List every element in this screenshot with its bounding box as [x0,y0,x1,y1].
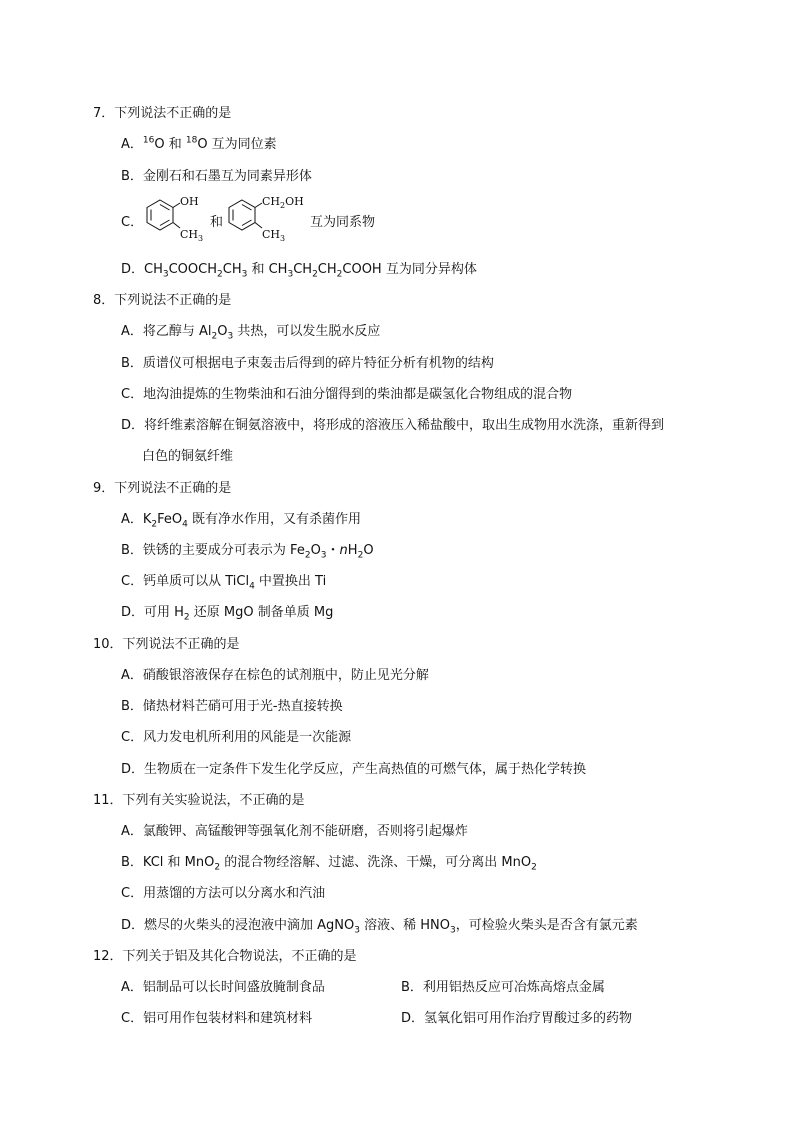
question-11-stem: 11．下列有关实验说法，不正确的是 [93,793,305,808]
question-7-option-a: A．$^{16}$O 和 $^{18}$O 互为同位素 [121,135,277,152]
question-12-option-d: D．氢氧化铝可用作治疗胃酸过多的药物 [401,1011,633,1026]
question-7-option-d: D．$CH_3COOCH_2CH_3$ 和 $CH_3CH_2CH_2COOH$ 互为同分异构体 [121,262,477,280]
question-8-stem: 8．下列说法不正确的是 [93,293,232,308]
question-9-option-b: B．铁锈的主要成分可表示为 $Fe_2O_3$・$nH_2O$ [121,543,374,561]
question-10-option-c: C．风力发电机所利用的风能是一次能源 [121,730,352,745]
question-10-stem: 10．下列说法不正确的是 [93,637,240,652]
mol1-oh-label: OH [180,195,199,208]
question-10-option-a: A．硝酸银溶液保存在棕色的试剂瓶中，防止见光分解 [121,668,429,683]
question-12-option-a: A．铝制品可以长时间盛放腌制食品 [121,980,325,995]
question-10-option-d: D．生物质在一定条件下发生化学反应，产生高热值的可燃气体，属于热化学转换 [121,762,587,777]
question-12-option-b: B．利用铝热反应可冶炼高熔点金属 [401,980,605,995]
question-11-option-c: C．用蒸馏的方法可以分离水和汽油 [121,886,326,901]
question-9-option-c: C．钙单质可以从 TiCl$_4$ 中置换出 Ti [121,574,327,592]
option-c-label: C． [121,215,144,230]
question-8-option-c: C．地沟油提炼的生物柴油和石油分馏得到的柴油都是碳氢化合物组成的混合物 [121,387,573,402]
o-cresol-structure [140,190,210,246]
question-7-stem: 7．下列说法不正确的是 [93,106,232,121]
option-c-and: 和 [210,215,224,230]
mol2-ch2oh-label: $CH_2OH$ [262,195,304,210]
question-8-option-d-continued: 白色的铜氨纤维 [142,449,234,464]
mol2-ch3-label: $CH_3$ [262,228,286,243]
question-9-option-d: D．可用 $H_2$ 还原 MgO 制备单质 Mg [121,605,334,623]
question-8-option-d: D．将纤维素溶解在铜氨溶液中，将形成的溶液压入稀盐酸中，取出生成物用水洗涤，重新得到 [121,418,665,433]
question-11-option-a: A．氯酸钾、高锰酸钾等强氧化剂不能研磨，否则将引起爆炸 [121,824,468,839]
question-8-option-a: A．将乙醇与 $Al_2O_3$ 共热，可以发生脱水反应 [121,324,381,342]
option-c-tail: 互为同系物 [310,215,376,230]
question-9-option-a: A．$K_2FeO_4$ 既有净水作用，又有杀菌作用 [121,512,362,530]
question-11-option-b: B．KCl 和 MnO$_2$ 的混合物经溶解、过滤、洗涤、干燥，可分离出 MnO$_2$ [121,855,537,873]
question-11-option-d: D．燃尽的火柴头的浸泡液中滴加 AgNO$_3$ 溶液、稀 $HNO_3$，可检验火柴头是否含有氯元素 [121,918,638,936]
question-8-option-b: B．质谱仪可根据电子束轰击后得到的碎片特征分析有机物的结构 [121,356,494,371]
question-10-option-b: B．储热材料芒硝可用于光-热直接转换 [121,699,343,714]
question-9-stem: 9．下列说法不正确的是 [93,481,232,496]
2-methylbenzyl-alcohol-structure [222,190,312,246]
question-12-option-c: C．铝可用作包装材料和建筑材料 [121,1011,313,1026]
question-7-option-b: B．金刚石和石墨互为同素异形体 [121,169,312,184]
mol1-ch3-label: $CH_3$ [180,228,204,243]
question-12-stem: 12．下列关于铝及其化合物说法，不正确的是 [93,949,357,964]
